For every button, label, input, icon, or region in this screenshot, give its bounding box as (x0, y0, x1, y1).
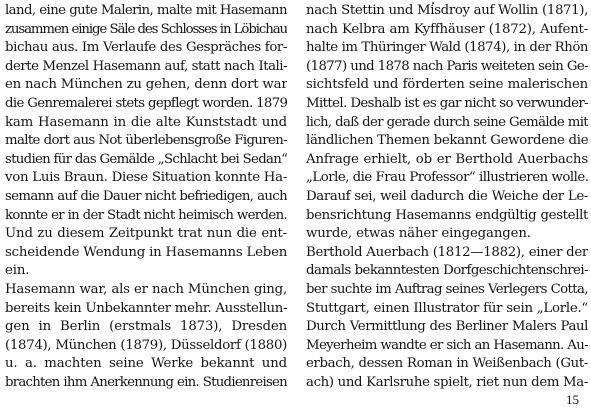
text-line: zusammen einige Säle des Schlosses in Löbichau (5, 21, 287, 37)
text-line: wurde, etwas näher eingegangen. (306, 226, 531, 242)
text-line: ach) und Karlsruhe spielt, riet nun dem Ma- (306, 374, 588, 390)
page-number: 15 (566, 392, 579, 407)
text-line: Mittel. Deshalb ist es gar nicht so verwunder- (306, 95, 588, 111)
text-line: malte dort aus Not überlebensgroße Figuren- (5, 133, 287, 149)
text-line: konnte er in der Stadt nicht heimisch werden. (5, 207, 287, 223)
text-line: (1877) und 1878 nach Paris weiteten sein Ge- (306, 58, 588, 74)
text-line: erbach, dessen Roman in Weißenbach (Gut- (306, 356, 588, 372)
text-line: von Luis Braun. Diese Situation konnte Ha- (5, 170, 287, 186)
text-line: lich, daß der gerade durch seine Gemälde mit (306, 114, 588, 130)
right-column (306, 2, 588, 392)
text-line: Anfrage erhielt, ob er Berthold Auerbachs (306, 151, 588, 167)
text-line: „Lorle, die Frau Professor“ illustrieren wolle. (306, 170, 588, 186)
text-line: derte Menzel Hasemann auf, statt nach Itali- (5, 58, 287, 74)
text-line: bensrichtung Hasemanns endgültig gestellt (306, 207, 588, 223)
text-line: kam Hasemann in die alte Kunststadt und (5, 114, 287, 130)
text-line: brachten ihm Anerkennung ein. Studienreisen (5, 374, 287, 390)
text-line: Meyerheim wandte er sich an Hasemann. Au- (306, 337, 588, 353)
text-line: bereits kein Unbekannter mehr. Ausstellun- (5, 300, 287, 316)
text-line: u. a. machten seine Werke bekannt und (5, 356, 287, 372)
text-line: Darauf sei, weil dadurch die Weiche der Le- (306, 188, 588, 204)
text-line: ländlichen Themen bekannt Gewordene die (306, 133, 588, 149)
text-line: en nach München zu gehen, denn dort war (5, 77, 287, 93)
text-line: land, eine gute Malerin, malte mit Hasemann (5, 3, 287, 18)
text-line: studien für das Gemälde „Schlacht bei Sedan“ (5, 151, 287, 167)
left-column (5, 2, 287, 392)
text-line: semann auf die Dauer nicht befriedigen, auch (5, 188, 287, 204)
text-line: Stuttgart, einen Illustrator für sein „Lorle.“ (306, 300, 588, 316)
text-line: nach Stettin und Misdroy auf Wollin (1871), (306, 3, 588, 18)
text-line: sichtsfeld und förderten seine malerischen (306, 77, 588, 93)
text-line: Hasemann war, als er nach München ging, (5, 281, 287, 297)
text-line: die Genremalerei stets gepflegt worden. 1879 (5, 95, 287, 111)
text-line: ein. (5, 263, 30, 279)
text-line: bichau aus. Im Verlaufe des Gespräches for- (5, 40, 287, 56)
text-line: damals bekanntesten Dorfgeschichtenschrei- (306, 263, 588, 279)
text-line: halte im Thüringer Wald (1874), in der Rhön (306, 40, 588, 56)
text-line: gen in Berlin (erstmals 1873), Dresden (5, 319, 287, 335)
text-line: (1874), München (1879), Düsseldorf (1880) (5, 337, 287, 353)
text-line: Durch Vermittlung des Berliner Malers Paul (306, 319, 588, 335)
text-line: ber suchte im Auftrag seines Verlegers Cotta, (306, 281, 588, 297)
text-line: Und zu diesem Zeitpunkt trat nun die ent- (5, 226, 287, 242)
text-line: nach Kelbra am Kyffhäuser (1872), Aufent- (306, 21, 588, 37)
text-line: scheidende Wendung in Hasemanns Leben (5, 244, 287, 260)
text-line: Berthold Auerbach (1812—1882), einer der (306, 244, 588, 260)
